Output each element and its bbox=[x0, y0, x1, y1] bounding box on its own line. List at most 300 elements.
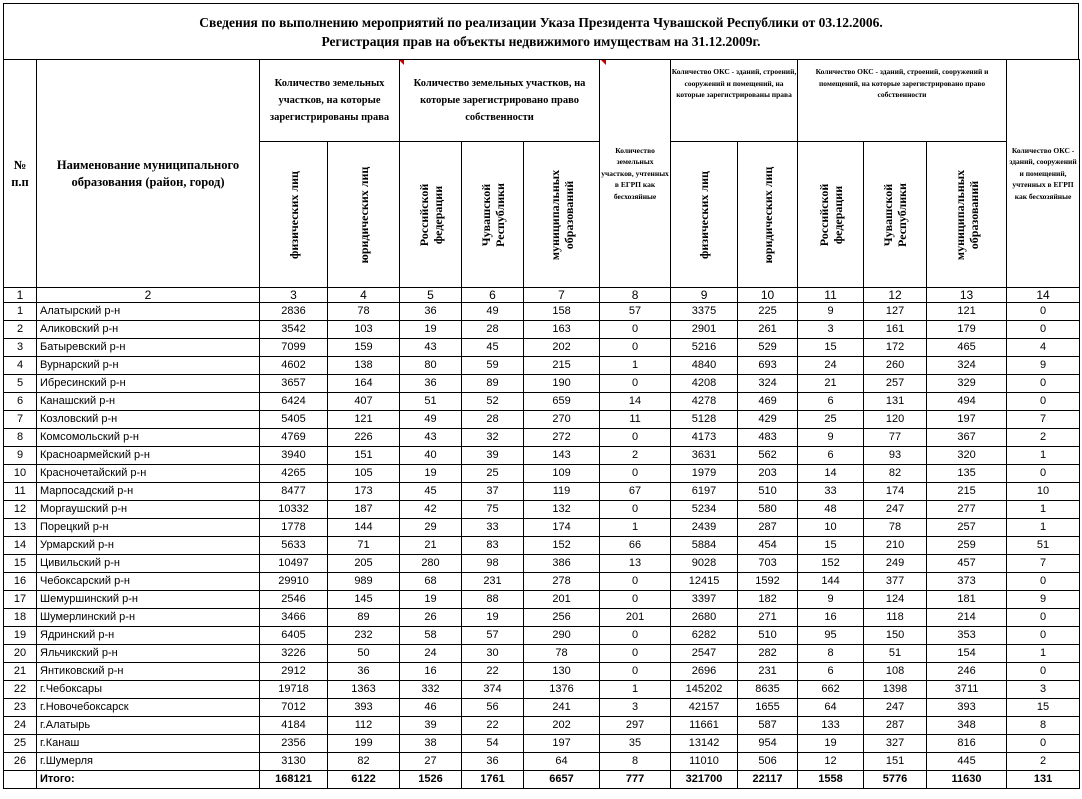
cell-oks-legal: 1655 bbox=[738, 699, 798, 717]
cell-oks-municipal: 373 bbox=[927, 573, 1007, 591]
cell-oks-cr: 172 bbox=[864, 339, 927, 357]
cell-land-legal: 1363 bbox=[328, 681, 400, 699]
cell-name: Шемуршинский р-н bbox=[37, 591, 260, 609]
cell-name: Порецкий р-н bbox=[37, 519, 260, 537]
cell-name: Чебоксарский р-н bbox=[37, 573, 260, 591]
cell-land-rf: 43 bbox=[400, 429, 462, 447]
cell-oks-cr: 161 bbox=[864, 321, 927, 339]
table-row bbox=[4, 429, 1080, 447]
cell-land-ownerless: 0 bbox=[600, 339, 671, 357]
cell-land-ownerless: 0 bbox=[600, 375, 671, 393]
cell-name: Урмарский р-н bbox=[37, 537, 260, 555]
cell-num: 14 bbox=[4, 537, 37, 555]
table-row bbox=[4, 483, 1080, 501]
cell-oks-physical: 4173 bbox=[671, 429, 738, 447]
cell-oks-municipal: 445 bbox=[927, 753, 1007, 771]
cell-oks-physical: 3631 bbox=[671, 447, 738, 465]
cell-land-physical: 3130 bbox=[260, 753, 328, 771]
cell-oks-rf: 3 bbox=[798, 321, 864, 339]
cell-land-cr: 59 bbox=[462, 357, 524, 375]
cell-land-physical: 4602 bbox=[260, 357, 328, 375]
cell-land-municipal: 215 bbox=[524, 357, 600, 375]
cell-land-legal: 103 bbox=[328, 321, 400, 339]
cell-land-municipal: 158 bbox=[524, 303, 600, 321]
cell-oks-ownerless: 1 bbox=[1007, 645, 1080, 663]
cell-oks-cr: 247 bbox=[864, 501, 927, 519]
cell-land-municipal: 174 bbox=[524, 519, 600, 537]
cell-oks-legal: 506 bbox=[738, 753, 798, 771]
cell-land-rf: 58 bbox=[400, 627, 462, 645]
cell-land-physical: 10497 bbox=[260, 555, 328, 573]
cell-land-municipal: 152 bbox=[524, 537, 600, 555]
cell-oks-physical: 13142 bbox=[671, 735, 738, 753]
cell-land-ownerless: 201 bbox=[600, 609, 671, 627]
cell-land-ownerless: 0 bbox=[600, 591, 671, 609]
cell-land-cr: 37 bbox=[462, 483, 524, 501]
cell-land-ownerless: 0 bbox=[600, 501, 671, 519]
cell-oks-rf: 48 bbox=[798, 501, 864, 519]
table-row bbox=[4, 519, 1080, 537]
cell-land-ownerless: 35 bbox=[600, 735, 671, 753]
column-number: 6 bbox=[462, 288, 524, 303]
cell-land-physical: 19718 bbox=[260, 681, 328, 699]
table-header bbox=[4, 60, 1080, 303]
cell-oks-rf: 662 bbox=[798, 681, 864, 699]
cell-num: 26 bbox=[4, 753, 37, 771]
cell-oks-ownerless: 9 bbox=[1007, 591, 1080, 609]
cell-name: Красночетайский р-н bbox=[37, 465, 260, 483]
cell-land-ownerless: 14 bbox=[600, 393, 671, 411]
cell-oks-municipal: 257 bbox=[927, 519, 1007, 537]
cell-oks-municipal: 197 bbox=[927, 411, 1007, 429]
cell-land-legal: 112 bbox=[328, 717, 400, 735]
cell-land-municipal: 119 bbox=[524, 483, 600, 501]
cell-land-physical: 2836 bbox=[260, 303, 328, 321]
cell-land-physical: 3542 bbox=[260, 321, 328, 339]
cell-land-ownerless: 0 bbox=[600, 321, 671, 339]
cell-land-rf: 19 bbox=[400, 591, 462, 609]
total-land-rf: 1526 bbox=[400, 771, 462, 789]
header-group-land-ownership: Количество земельных участков, на которые зарегистрировано право собственности bbox=[400, 60, 600, 142]
cell-num: 21 bbox=[4, 663, 37, 681]
cell-num: 7 bbox=[4, 411, 37, 429]
cell-oks-legal: 231 bbox=[738, 663, 798, 681]
header-land-cr: Чувашской Республики bbox=[462, 142, 524, 288]
cell-num: 5 bbox=[4, 375, 37, 393]
cell-oks-ownerless: 0 bbox=[1007, 573, 1080, 591]
cell-num: 18 bbox=[4, 609, 37, 627]
column-number: 14 bbox=[1007, 288, 1080, 303]
cell-land-rf: 36 bbox=[400, 303, 462, 321]
cell-oks-physical: 42157 bbox=[671, 699, 738, 717]
cell-name: Яльчикский р-н bbox=[37, 645, 260, 663]
cell-land-ownerless: 0 bbox=[600, 465, 671, 483]
cell-oks-legal: 693 bbox=[738, 357, 798, 375]
cell-land-ownerless: 0 bbox=[600, 573, 671, 591]
cell-oks-physical: 3397 bbox=[671, 591, 738, 609]
cell-land-physical: 2912 bbox=[260, 663, 328, 681]
cell-oks-ownerless: 51 bbox=[1007, 537, 1080, 555]
table-row bbox=[4, 303, 1080, 321]
cell-oks-rf: 12 bbox=[798, 753, 864, 771]
cell-oks-municipal: 320 bbox=[927, 447, 1007, 465]
cell-oks-ownerless: 0 bbox=[1007, 609, 1080, 627]
cell-land-municipal: 1376 bbox=[524, 681, 600, 699]
total-land-cr: 1761 bbox=[462, 771, 524, 789]
cell-num: 20 bbox=[4, 645, 37, 663]
cell-land-rf: 39 bbox=[400, 717, 462, 735]
cell-oks-municipal: 348 bbox=[927, 717, 1007, 735]
cell-oks-ownerless: 7 bbox=[1007, 411, 1080, 429]
cell-oks-legal: 703 bbox=[738, 555, 798, 573]
cell-oks-ownerless: 0 bbox=[1007, 303, 1080, 321]
cell-oks-physical: 9028 bbox=[671, 555, 738, 573]
cell-oks-ownerless: 8 bbox=[1007, 717, 1080, 735]
cell-num: 25 bbox=[4, 735, 37, 753]
header-oks-rf: Российской федерации bbox=[798, 142, 864, 288]
cell-oks-ownerless: 0 bbox=[1007, 321, 1080, 339]
cell-oks-legal: 510 bbox=[738, 627, 798, 645]
cell-oks-rf: 64 bbox=[798, 699, 864, 717]
header-name: Наименование муниципального образования (район, город) bbox=[37, 60, 260, 288]
cell-oks-rf: 10 bbox=[798, 519, 864, 537]
cell-land-legal: 151 bbox=[328, 447, 400, 465]
cell-oks-cr: 327 bbox=[864, 735, 927, 753]
cell-oks-rf: 6 bbox=[798, 447, 864, 465]
cell-oks-ownerless: 1 bbox=[1007, 501, 1080, 519]
cell-land-ownerless: 1 bbox=[600, 519, 671, 537]
total-name: Итого: bbox=[37, 771, 260, 789]
comment-marker bbox=[399, 60, 404, 65]
cell-land-municipal: 386 bbox=[524, 555, 600, 573]
cell-oks-legal: 324 bbox=[738, 375, 798, 393]
cell-oks-cr: 93 bbox=[864, 447, 927, 465]
cell-land-legal: 226 bbox=[328, 429, 400, 447]
header-land-municipal: муниципальных образований bbox=[524, 142, 600, 288]
cell-land-municipal: 190 bbox=[524, 375, 600, 393]
cell-land-legal: 144 bbox=[328, 519, 400, 537]
cell-oks-cr: 108 bbox=[864, 663, 927, 681]
cell-oks-legal: 271 bbox=[738, 609, 798, 627]
cell-land-rf: 332 bbox=[400, 681, 462, 699]
cell-land-municipal: 278 bbox=[524, 573, 600, 591]
column-number: 12 bbox=[864, 288, 927, 303]
cell-oks-municipal: 353 bbox=[927, 627, 1007, 645]
cell-land-physical: 1778 bbox=[260, 519, 328, 537]
cell-land-cr: 28 bbox=[462, 321, 524, 339]
cell-land-municipal: 163 bbox=[524, 321, 600, 339]
cell-land-ownerless: 2 bbox=[600, 447, 671, 465]
header-land-ownerless: Количество земельных участков, учтенных в ЕГРП как бесхозяйные bbox=[600, 60, 671, 288]
table-row bbox=[4, 447, 1080, 465]
cell-land-rf: 46 bbox=[400, 699, 462, 717]
cell-land-physical: 2356 bbox=[260, 735, 328, 753]
table-row bbox=[4, 375, 1080, 393]
cell-oks-legal: 510 bbox=[738, 483, 798, 501]
cell-oks-rf: 9 bbox=[798, 429, 864, 447]
cell-land-physical: 6424 bbox=[260, 393, 328, 411]
cell-oks-physical: 5884 bbox=[671, 537, 738, 555]
cell-name: Моргаушский р-н bbox=[37, 501, 260, 519]
cell-land-legal: 393 bbox=[328, 699, 400, 717]
cell-oks-municipal: 181 bbox=[927, 591, 1007, 609]
cell-land-legal: 989 bbox=[328, 573, 400, 591]
cell-oks-legal: 1592 bbox=[738, 573, 798, 591]
cell-oks-physical: 6197 bbox=[671, 483, 738, 501]
cell-land-legal: 71 bbox=[328, 537, 400, 555]
cell-land-municipal: 78 bbox=[524, 645, 600, 663]
cell-oks-ownerless: 3 bbox=[1007, 681, 1080, 699]
cell-oks-legal: 587 bbox=[738, 717, 798, 735]
cell-oks-physical: 1979 bbox=[671, 465, 738, 483]
table-row bbox=[4, 339, 1080, 357]
cell-oks-cr: 210 bbox=[864, 537, 927, 555]
cell-name: Алатырский р-н bbox=[37, 303, 260, 321]
cell-oks-rf: 19 bbox=[798, 735, 864, 753]
cell-num: 15 bbox=[4, 555, 37, 573]
cell-land-physical: 3226 bbox=[260, 645, 328, 663]
cell-oks-legal: 287 bbox=[738, 519, 798, 537]
cell-oks-physical: 4840 bbox=[671, 357, 738, 375]
header-group-oks-ownership: Количество ОКС - зданий, строений, сооружений и помещений, на которые зарегистрировано право собственности bbox=[798, 60, 1007, 142]
cell-land-ownerless: 0 bbox=[600, 645, 671, 663]
cell-name: г.Новочебоксарск bbox=[37, 699, 260, 717]
cell-num: 9 bbox=[4, 447, 37, 465]
cell-land-cr: 19 bbox=[462, 609, 524, 627]
cell-land-ownerless: 57 bbox=[600, 303, 671, 321]
cell-oks-cr: 260 bbox=[864, 357, 927, 375]
header-land-physical: физических лиц bbox=[260, 142, 328, 288]
cell-land-rf: 40 bbox=[400, 447, 462, 465]
cell-land-legal: 199 bbox=[328, 735, 400, 753]
cell-oks-rf: 15 bbox=[798, 537, 864, 555]
cell-land-cr: 39 bbox=[462, 447, 524, 465]
cell-land-municipal: 143 bbox=[524, 447, 600, 465]
table-body bbox=[4, 303, 1080, 771]
cell-oks-physical: 2439 bbox=[671, 519, 738, 537]
total-num bbox=[4, 771, 37, 789]
cell-land-cr: 98 bbox=[462, 555, 524, 573]
table-row bbox=[4, 681, 1080, 699]
cell-num: 12 bbox=[4, 501, 37, 519]
column-number: 8 bbox=[600, 288, 671, 303]
cell-oks-ownerless: 7 bbox=[1007, 555, 1080, 573]
table-row bbox=[4, 753, 1080, 771]
column-number: 4 bbox=[328, 288, 400, 303]
report-table bbox=[3, 59, 1080, 789]
cell-land-cr: 45 bbox=[462, 339, 524, 357]
table-total bbox=[4, 771, 1080, 789]
cell-land-rf: 26 bbox=[400, 609, 462, 627]
cell-land-physical: 3940 bbox=[260, 447, 328, 465]
column-number-row bbox=[4, 288, 1080, 303]
cell-oks-legal: 469 bbox=[738, 393, 798, 411]
cell-oks-rf: 14 bbox=[798, 465, 864, 483]
column-number: 3 bbox=[260, 288, 328, 303]
cell-oks-physical: 6282 bbox=[671, 627, 738, 645]
cell-num: 3 bbox=[4, 339, 37, 357]
cell-land-legal: 78 bbox=[328, 303, 400, 321]
cell-name: Ибресинский р-н bbox=[37, 375, 260, 393]
cell-oks-rf: 95 bbox=[798, 627, 864, 645]
cell-land-ownerless: 0 bbox=[600, 663, 671, 681]
cell-num: 16 bbox=[4, 573, 37, 591]
cell-oks-municipal: 3711 bbox=[927, 681, 1007, 699]
cell-oks-legal: 562 bbox=[738, 447, 798, 465]
cell-name: Марпосадский р-н bbox=[37, 483, 260, 501]
cell-oks-municipal: 324 bbox=[927, 357, 1007, 375]
header-oks-physical: физических лиц bbox=[671, 142, 738, 288]
cell-name: г.Шумерля bbox=[37, 753, 260, 771]
cell-land-municipal: 109 bbox=[524, 465, 600, 483]
cell-land-legal: 407 bbox=[328, 393, 400, 411]
table-row bbox=[4, 735, 1080, 753]
header-oks-legal: юридических лиц bbox=[738, 142, 798, 288]
cell-name: Красноармейский р-н bbox=[37, 447, 260, 465]
cell-num: 22 bbox=[4, 681, 37, 699]
cell-oks-physical: 145202 bbox=[671, 681, 738, 699]
cell-oks-cr: 78 bbox=[864, 519, 927, 537]
cell-num: 6 bbox=[4, 393, 37, 411]
cell-land-physical: 10332 bbox=[260, 501, 328, 519]
cell-oks-legal: 429 bbox=[738, 411, 798, 429]
cell-land-legal: 50 bbox=[328, 645, 400, 663]
cell-oks-physical: 4278 bbox=[671, 393, 738, 411]
cell-oks-physical: 5234 bbox=[671, 501, 738, 519]
cell-land-cr: 22 bbox=[462, 717, 524, 735]
cell-oks-municipal: 494 bbox=[927, 393, 1007, 411]
header-land-rf: Российской федерации bbox=[400, 142, 462, 288]
cell-oks-rf: 6 bbox=[798, 663, 864, 681]
cell-land-rf: 43 bbox=[400, 339, 462, 357]
header-oks-cr: Чувашской Республики bbox=[864, 142, 927, 288]
cell-oks-municipal: 393 bbox=[927, 699, 1007, 717]
cell-oks-physical: 4208 bbox=[671, 375, 738, 393]
cell-oks-cr: 377 bbox=[864, 573, 927, 591]
total-oks-physical: 321700 bbox=[671, 771, 738, 789]
cell-land-cr: 49 bbox=[462, 303, 524, 321]
table-row bbox=[4, 465, 1080, 483]
cell-land-ownerless: 13 bbox=[600, 555, 671, 573]
table-row bbox=[4, 501, 1080, 519]
cell-num: 11 bbox=[4, 483, 37, 501]
cell-name: г.Канаш bbox=[37, 735, 260, 753]
cell-name: Янтиковский р-н bbox=[37, 663, 260, 681]
header-group-oks-registered: Количество ОКС - зданий, строений, сооружений и помещений, на которые зарегистрированы права bbox=[671, 60, 798, 142]
cell-oks-physical: 5128 bbox=[671, 411, 738, 429]
cell-oks-cr: 1398 bbox=[864, 681, 927, 699]
cell-oks-legal: 203 bbox=[738, 465, 798, 483]
cell-oks-municipal: 457 bbox=[927, 555, 1007, 573]
cell-oks-legal: 529 bbox=[738, 339, 798, 357]
cell-land-rf: 29 bbox=[400, 519, 462, 537]
cell-oks-physical: 2547 bbox=[671, 645, 738, 663]
cell-oks-ownerless: 0 bbox=[1007, 735, 1080, 753]
cell-land-physical: 3466 bbox=[260, 609, 328, 627]
cell-land-physical: 5633 bbox=[260, 537, 328, 555]
cell-num: 1 bbox=[4, 303, 37, 321]
cell-oks-municipal: 246 bbox=[927, 663, 1007, 681]
cell-land-ownerless: 67 bbox=[600, 483, 671, 501]
cell-oks-municipal: 277 bbox=[927, 501, 1007, 519]
cell-land-physical: 4184 bbox=[260, 717, 328, 735]
cell-num: 4 bbox=[4, 357, 37, 375]
header-oks-municipal: муниципальных образований bbox=[927, 142, 1007, 288]
cell-land-rf: 280 bbox=[400, 555, 462, 573]
cell-land-municipal: 202 bbox=[524, 717, 600, 735]
table-row bbox=[4, 591, 1080, 609]
cell-land-rf: 51 bbox=[400, 393, 462, 411]
cell-num: 10 bbox=[4, 465, 37, 483]
cell-oks-ownerless: 2 bbox=[1007, 753, 1080, 771]
column-number: 9 bbox=[671, 288, 738, 303]
cell-name: Батыревский р-н bbox=[37, 339, 260, 357]
cell-land-rf: 68 bbox=[400, 573, 462, 591]
cell-oks-municipal: 367 bbox=[927, 429, 1007, 447]
cell-land-physical: 3657 bbox=[260, 375, 328, 393]
total-oks-cr: 5776 bbox=[864, 771, 927, 789]
cell-oks-cr: 247 bbox=[864, 699, 927, 717]
total-oks-municipal: 11630 bbox=[927, 771, 1007, 789]
cell-oks-ownerless: 0 bbox=[1007, 663, 1080, 681]
cell-oks-physical: 2901 bbox=[671, 321, 738, 339]
cell-oks-municipal: 215 bbox=[927, 483, 1007, 501]
cell-land-municipal: 132 bbox=[524, 501, 600, 519]
table-row bbox=[4, 321, 1080, 339]
cell-oks-cr: 257 bbox=[864, 375, 927, 393]
cell-oks-municipal: 135 bbox=[927, 465, 1007, 483]
cell-land-legal: 159 bbox=[328, 339, 400, 357]
cell-num: 23 bbox=[4, 699, 37, 717]
cell-land-ownerless: 1 bbox=[600, 681, 671, 699]
cell-land-legal: 173 bbox=[328, 483, 400, 501]
cell-oks-cr: 124 bbox=[864, 591, 927, 609]
header-group-land-registered: Количество земельных участков, на которые зарегистрированы права bbox=[260, 60, 400, 142]
cell-land-rf: 49 bbox=[400, 411, 462, 429]
comment-marker bbox=[601, 60, 606, 65]
total-oks-ownerless: 131 bbox=[1007, 771, 1080, 789]
cell-oks-cr: 82 bbox=[864, 465, 927, 483]
cell-num: 24 bbox=[4, 717, 37, 735]
cell-land-legal: 36 bbox=[328, 663, 400, 681]
cell-land-rf: 16 bbox=[400, 663, 462, 681]
cell-land-municipal: 290 bbox=[524, 627, 600, 645]
total-land-legal: 6122 bbox=[328, 771, 400, 789]
cell-oks-rf: 15 bbox=[798, 339, 864, 357]
cell-oks-rf: 6 bbox=[798, 393, 864, 411]
total-row bbox=[4, 771, 1080, 789]
cell-oks-rf: 16 bbox=[798, 609, 864, 627]
cell-land-rf: 19 bbox=[400, 465, 462, 483]
cell-land-rf: 45 bbox=[400, 483, 462, 501]
cell-land-municipal: 272 bbox=[524, 429, 600, 447]
cell-land-rf: 36 bbox=[400, 375, 462, 393]
cell-oks-legal: 580 bbox=[738, 501, 798, 519]
cell-land-ownerless: 0 bbox=[600, 429, 671, 447]
cell-land-municipal: 256 bbox=[524, 609, 600, 627]
cell-oks-physical: 11010 bbox=[671, 753, 738, 771]
cell-name: Аликовский р-н bbox=[37, 321, 260, 339]
total-land-ownerless: 777 bbox=[600, 771, 671, 789]
cell-land-physical: 4769 bbox=[260, 429, 328, 447]
cell-land-cr: 88 bbox=[462, 591, 524, 609]
cell-land-cr: 57 bbox=[462, 627, 524, 645]
cell-oks-cr: 150 bbox=[864, 627, 927, 645]
cell-oks-rf: 33 bbox=[798, 483, 864, 501]
cell-land-cr: 54 bbox=[462, 735, 524, 753]
cell-land-municipal: 201 bbox=[524, 591, 600, 609]
cell-oks-ownerless: 1 bbox=[1007, 447, 1080, 465]
